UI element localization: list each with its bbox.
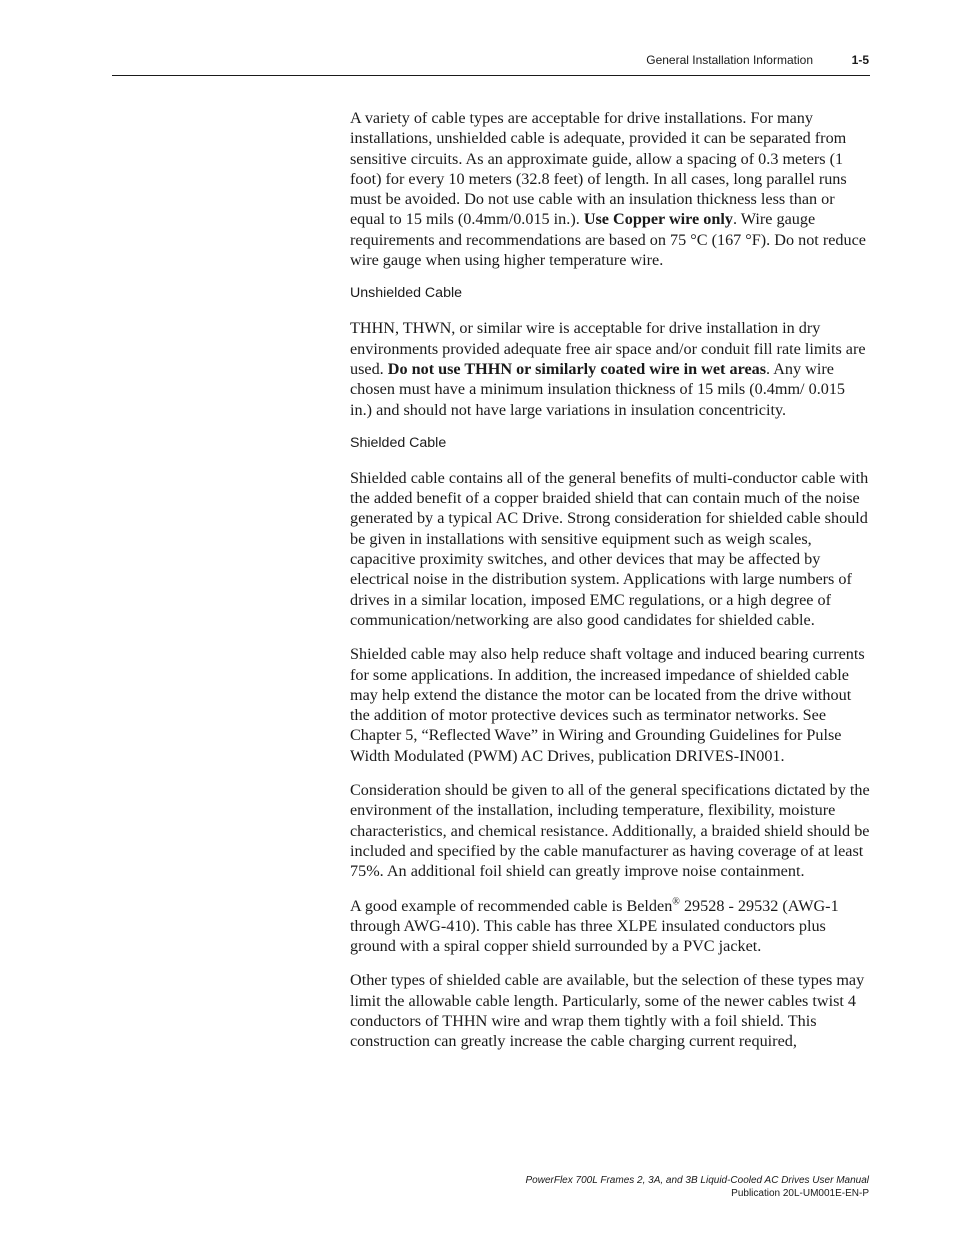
- paragraph-shaft-voltage: Shielded cable may also help reduce shaft voltage and induced bearing currents for some applications. In addition, the increased impedance of shielded cable may help extend the distance the motor can be located from the drive without the addition of motor protective devices such as terminator networks. See Chapter 5, “Reflected Wave” in Wiring and Grounding Guidelines for Pulse Width Modulated (PWM) AC Drives, publication DRIVES-IN001.: [350, 645, 865, 765]
- page-footer: [400, 1174, 869, 1200]
- page-number: 1-5: [851, 53, 869, 67]
- manual-title: PowerFlex 700L Frames 2, 3A, and 3B Liquid-Cooled AC Drives User Manual: [525, 1175, 869, 1186]
- text-run: . Wire gauge requirements and recommendations are based on 75 °C (167 °F). Do not reduce wire gauge when using higher temperature wire.: [350, 210, 866, 270]
- paragraph-shielded-benefits: Shielded cable contains all of the general benefits of multi-conductor cable with the added benefit of a copper braided shield that can contain much of the noise generated by a typical AC Drive. Strong consideration for shielded cable should be given in installations with sensitive equipment such as weigh scales, capacitive proximity switches, and other devices that may be affected by electrical noise in the distribution system. Applications with large numbers of drives in a similar location, imposed EMC regulations, or a high degree of communication/networking are also good candidates for shielded cable.: [350, 468, 869, 629]
- body-text: [350, 108, 870, 1066]
- paragraph-unshielded: [350, 318, 870, 419]
- text-run: A variety of cable types are acceptable for drive installations. For many installations, unshielded cable is adequate, provided it can be separated from sensitive circuits. As an approximate guide, allow a spacing of 0.3 meters (1 foot) for every 10 meters (32.8 feet) of length. In all cases, long parallel runs must be avoided. Do not use cable with an insulation thickness less than or equal to 15 mils (0.4mm/0.015 in.).: [350, 109, 847, 229]
- section-title: General Installation Information: [646, 53, 813, 67]
- heading-shielded-cable: Shielded Cable: [350, 434, 447, 451]
- paragraph-belden-example: [350, 896, 870, 957]
- page-header: [0, 0, 954, 80]
- text-run: A good example of recommended cable is Belden: [350, 896, 673, 915]
- paragraph-other-types: Other types of shielded cable are available, but the selection of these types may limit the allowable cable length. Particularly, some of the newer cables twist 4 conductors of THHN wire and wrap them tightly with a foil shield. This construction can greatly increase the cable charging current required,: [350, 971, 865, 1051]
- text-run: THHN, THWN, or similar wire is acceptable for drive installation in dry environments provided adequate free air space and/or conduit fill rate limits are used.: [350, 319, 866, 378]
- bold-thhn-warning: Do not use THHN or similarly coated wire in wet areas: [387, 359, 767, 378]
- publication-number: Publication 20L-UM001E-EN-P: [731, 1188, 869, 1199]
- registered-mark: ®: [672, 896, 680, 908]
- bold-copper-wire: Use Copper wire only: [583, 210, 733, 229]
- text-run: 29528 - 29532 (AWG-1 through AWG-410). This cable has three XLPE insulated conductors plus ground with a spiral copper shield surrounded by a PVC jacket.: [350, 896, 839, 956]
- paragraph-cable-types: [350, 108, 870, 270]
- paragraph-specifications: Consideration should be given to all of the general specifications dictated by the environment of the installation, including temperature, flexibility, moisture characteristics, and chemical resistance. Additionally, a braided shield should be included and specified by the cable manufacturer as having coverage of at least 75%. An additional foil shield can greatly improve noise containment.: [350, 781, 870, 881]
- heading-unshielded-cable: Unshielded Cable: [350, 285, 462, 302]
- header-rule: [112, 75, 870, 76]
- text-run: . Any wire chosen must have a minimum insulation thickness of 15 mils (0.4mm/ 0.015 in.) and should not have large variations in insulation concentricity.: [350, 359, 846, 419]
